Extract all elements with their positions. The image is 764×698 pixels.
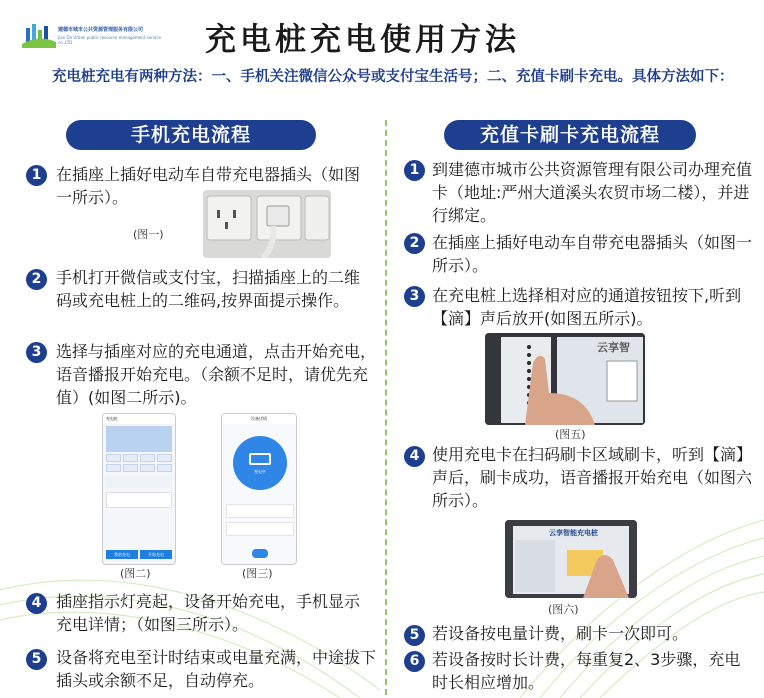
phone2-my-charge-button: 我的充电	[106, 550, 138, 559]
right-step-2-number: 2	[404, 233, 425, 254]
phone2-header: 充电桩	[103, 414, 175, 424]
left-step-3-number: 3	[26, 342, 47, 363]
figure-2-caption: (图二)	[120, 567, 151, 580]
figure-5-button-photo	[485, 333, 645, 425]
left-section-heading: 手机充电流程	[66, 120, 316, 150]
right-step-1-number: 1	[404, 160, 425, 181]
figure-5-caption: (图五)	[555, 428, 586, 441]
intro-text: 充电桩充电有两种方法：一、手机关注微信公众号或支付宝生活号；二、充值卡刷卡充电。具体方法如下：	[52, 69, 734, 85]
right-step-6-text: 若设备按时长计费，每重复2、3步骤，充电时长相应增加。	[432, 650, 741, 692]
phone3-ring-label: 充电中	[254, 469, 266, 474]
right-step-5-text: 若设备按电量计费，刷卡一次即可。	[432, 624, 689, 643]
left-step-2-number: 2	[26, 269, 47, 290]
right-step-4-text: 使用充电卡在扫码刷卡区域刷卡，听到【滴】声后，刷卡成功，语音播报开始充电（如图六所示）。	[432, 445, 753, 510]
figure-6-caption: (图六)	[548, 603, 579, 616]
org-name-en: Jian De Urban public resource management service co.,LTD	[58, 35, 162, 45]
left-step-3-text: 选择与插座对应的充电通道，点击开始充电，语音播报开始充电。（余额不足时，请优先充值）(如图二所示)。	[56, 342, 377, 407]
left-step-5-text: 设备将充电至计时结束或电量充满，中途拔下插头或余额不足，自动停充。	[56, 648, 377, 690]
figure-5-brand-text: 云享智	[597, 341, 630, 354]
figure-1-caption: (图一)	[133, 228, 164, 241]
phone2-options	[106, 476, 172, 488]
phone3-detail-row	[226, 522, 294, 536]
phone3-detail-row	[226, 504, 294, 518]
figure-3-caption: (图三)	[242, 567, 273, 580]
left-step-1-number: 1	[26, 165, 47, 186]
left-step-5-number: 5	[26, 649, 47, 670]
column-divider	[385, 120, 387, 695]
right-step-1-text: 到建德市城市公共资源管理有限公司办理充值卡（地址:严州大道溪头农贸市场二楼），并进行绑定。	[432, 160, 753, 225]
org-name: 建德市城市公共资源管理服务有限公司	[58, 27, 144, 33]
left-step-4-text: 插座指示灯亮起，设备开始充电，手机显示充电详情；（如图三所示）。	[56, 592, 361, 634]
right-step-3-text: 在充电桩上选择相对应的通道按钮按下,听到【滴】声后放开(如图五所示)。	[432, 286, 742, 328]
phone3-header: 设备详情	[222, 414, 296, 424]
socket-illustration	[203, 190, 331, 258]
right-step-5-number: 5	[404, 625, 425, 646]
phone2-start-charge-button: 开始充电	[140, 550, 172, 559]
phone3-charging-ring	[233, 436, 287, 490]
right-step-6-number: 6	[404, 651, 425, 672]
company-logo-icon	[22, 20, 56, 48]
figure-2-phone-screenshot	[102, 413, 176, 565]
figure-6-brand-text: 云享智能充电桩	[549, 529, 598, 537]
left-step-1-text: 在插座上插好电动车自带充电器插头（如图一所示）。	[56, 165, 361, 207]
figure-6-card-swipe-photo	[505, 520, 637, 598]
right-section-heading: 充值卡刷卡充电流程	[444, 120, 696, 150]
right-step-3-number: 3	[404, 286, 425, 307]
page-title: 充电桩充电使用方法	[205, 22, 520, 58]
battery-icon	[249, 453, 271, 465]
phone3-nav-button	[252, 549, 268, 558]
phone2-banner	[106, 426, 172, 452]
phone2-channel-grid	[106, 454, 172, 472]
right-step-2-text: 在插座上插好电动车自带充电器插头（如图一所示）。	[432, 233, 753, 275]
figure-3-phone-screenshot	[221, 413, 297, 565]
phone2-info	[106, 492, 172, 508]
figure-1-socket-photo	[203, 190, 331, 258]
right-step-4-number: 4	[404, 446, 425, 467]
left-step-4-number: 4	[26, 593, 47, 614]
left-step-2-text: 手机打开微信或支付宝，扫描插座上的二维码或充电桩上的二维码,按界面提示操作。	[56, 268, 361, 310]
